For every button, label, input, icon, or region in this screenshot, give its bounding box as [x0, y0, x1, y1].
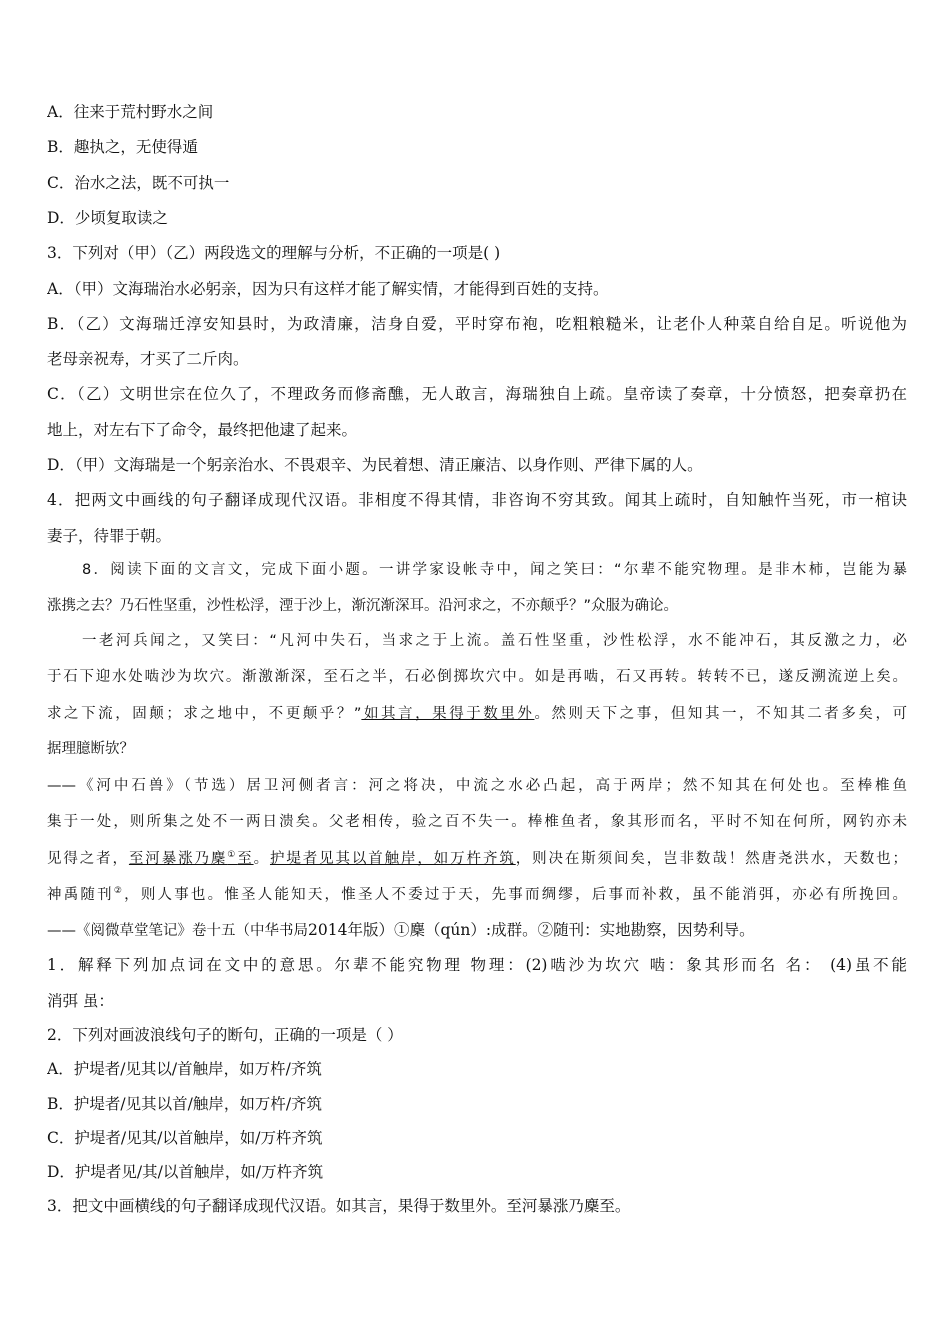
subq2-option-d: D．护堤者见/其/以首触岸，如/万杵齐筑: [47, 1163, 324, 1181]
footnote-mark: ②: [113, 886, 125, 897]
q4-line2: 妻子，待罪于朝。: [47, 527, 172, 545]
wavy-underlined-sentence: 护堤者见其以首触岸，如万杵齐筑: [269, 851, 516, 867]
subq1-line2: 消弭 虽：: [47, 992, 114, 1010]
q3-option-d: D．（甲）文海瑞是一个躬亲治水、不畏艰辛、为民着想、清正廉洁、以身作则、严律下属的人。: [47, 456, 703, 474]
q2-option-a: A．往来于荒村野水之间: [47, 103, 214, 121]
source-text: ——《阅微草堂笔记》卷十五（中华书局: [47, 923, 308, 939]
q2-option-d: D．少顷复取读之: [47, 209, 168, 227]
passage-text: ，则人事也。惟圣人能知天，惟圣人不委过于天，先事而绸缪，后事而补救，虽不能消弭，亦必有所挽回。: [124, 887, 907, 903]
q2-option-c: C．治水之法，既不可执一: [47, 174, 230, 192]
passage-line-4: 于石下迎水处啮沙为坎穴。渐激渐深，至石之半，石必倒掷坎穴中。如是再啮，石又再转。转转不已，遂反溯流逆上矣。: [47, 669, 907, 685]
passage-line-5: [47, 704, 907, 724]
subq2-option-c: C．护堤者/见其/以首触岸，如/万杵齐筑: [47, 1129, 323, 1147]
passage-text: ，则决在斯须间矣，岂非数哉！然唐尧洪水，天数也；: [515, 851, 907, 867]
subq2-option-a: A．护堤者/见其以/首触岸，如万杵/齐筑: [47, 1060, 322, 1078]
footnote-mark: ①: [227, 850, 238, 861]
q3-stem: 3．下列对（甲）（乙）两段选文的理解与分析，不正确的一项是( ): [47, 244, 501, 262]
subq2-stem: 2．下列对画波浪线句子的断句，正确的一项是（ ）: [47, 1026, 403, 1044]
subq1-line1: 1．解释下列加点词在文中的意思。尔辈不能究物理 物理：(2)啮沙为坎穴 啮：象其形而名 名： (4)虽不能: [47, 956, 907, 974]
passage-line-6: 据理臆断欤？: [47, 741, 134, 757]
source-year: 2014: [308, 921, 348, 939]
subq2-option-b: B．护堤者/见其以首/触岸，如万杵/齐筑: [47, 1095, 323, 1113]
q4-line1: 4．把两文中画线的句子翻译成现代汉语。非相度不得其情，非咨询不穷其致。闻其上疏时，自知触忤当死，市一棺诀: [47, 491, 907, 509]
passage-text: 求之下流，固颠；求之地中，不更颠乎？”: [47, 706, 362, 722]
passage-line-8: 集于一处，则所集之处不一两日溃矣。父老相传，验之百不失一。棒椎鱼者，象其形而名，平时不知在何所，网钓亦未: [47, 814, 907, 830]
q3-option-c-line1: C．（乙）文明世宗在位久了，不理政务而修斋醮，无人敢言，海瑞独自上疏。皇帝读了奏章，十分愤怒，把奏章扔在: [47, 385, 907, 403]
passage-line-10: [47, 885, 907, 905]
passage-line-7: ——《河中石兽》（节选）居卫河侧者言：河之将决，中流之水必凸起，高于两岸；然不知其在何处也。至棒椎鱼: [47, 778, 907, 794]
q3-option-b-line1: B．（乙）文海瑞迁淳安知县时，为政清廉，洁身自爱，平时穿布袍，吃粗粮糙米，让老仆人种菜自给自足。听说他为: [47, 315, 907, 333]
passage-text: 。: [253, 851, 270, 867]
passage-text: 。然则天下之事，但知其一，不知其二者多矣，可: [534, 706, 907, 722]
passage-text: 见得之者，: [47, 851, 129, 867]
q2-option-b: B．趣执之，无使得遁: [47, 138, 198, 156]
passage-line-2: 涨携之去？乃石性坚重，沙性松浮，湮于沙上，渐沉渐深耳。沿河求之，不亦颠乎？”众服为确论。: [47, 598, 679, 614]
source-footnote: [47, 920, 907, 941]
q3-option-b-line2: 老母亲祝寿，才买了二斤肉。: [47, 350, 249, 368]
source-text: 年版）①麇（qún）:成群。②随刊：实地勘察，因势利导。: [347, 921, 755, 939]
passage-text: 至: [237, 851, 254, 867]
q3-option-a: A．（甲）文海瑞治水必躬亲，因为只有这样才能了解实情，才能得到百姓的支持。: [47, 280, 609, 298]
passage-line-9: [47, 849, 907, 869]
passage-text: 神禹随刊: [47, 887, 114, 903]
passage-text: 至河暴涨乃麇: [128, 851, 228, 867]
passage-line-3: 一老河兵闻之，又笑曰：“凡河中失石，当求之于上流。盖石性坚重，沙性松浮，水不能冲石，其反激之力，必: [82, 633, 907, 649]
underlined-sentence: [129, 851, 254, 867]
underlined-sentence: 如其言，果得于数里外: [361, 706, 535, 722]
q3-option-c-line2: 地上，对左右下了命令，最终把他逮了起来。: [47, 421, 358, 439]
passage-line-1: 8．阅读下面的文言文，完成下面小题。一讲学家设帐寺中，闻之笑曰：“尔辈不能究物理。是非木柿，岂能为暴: [82, 562, 907, 578]
subq3: 3．把文中画横线的句子翻译成现代汉语。如其言，果得于数里外。至河暴涨乃麇至。: [47, 1197, 631, 1215]
